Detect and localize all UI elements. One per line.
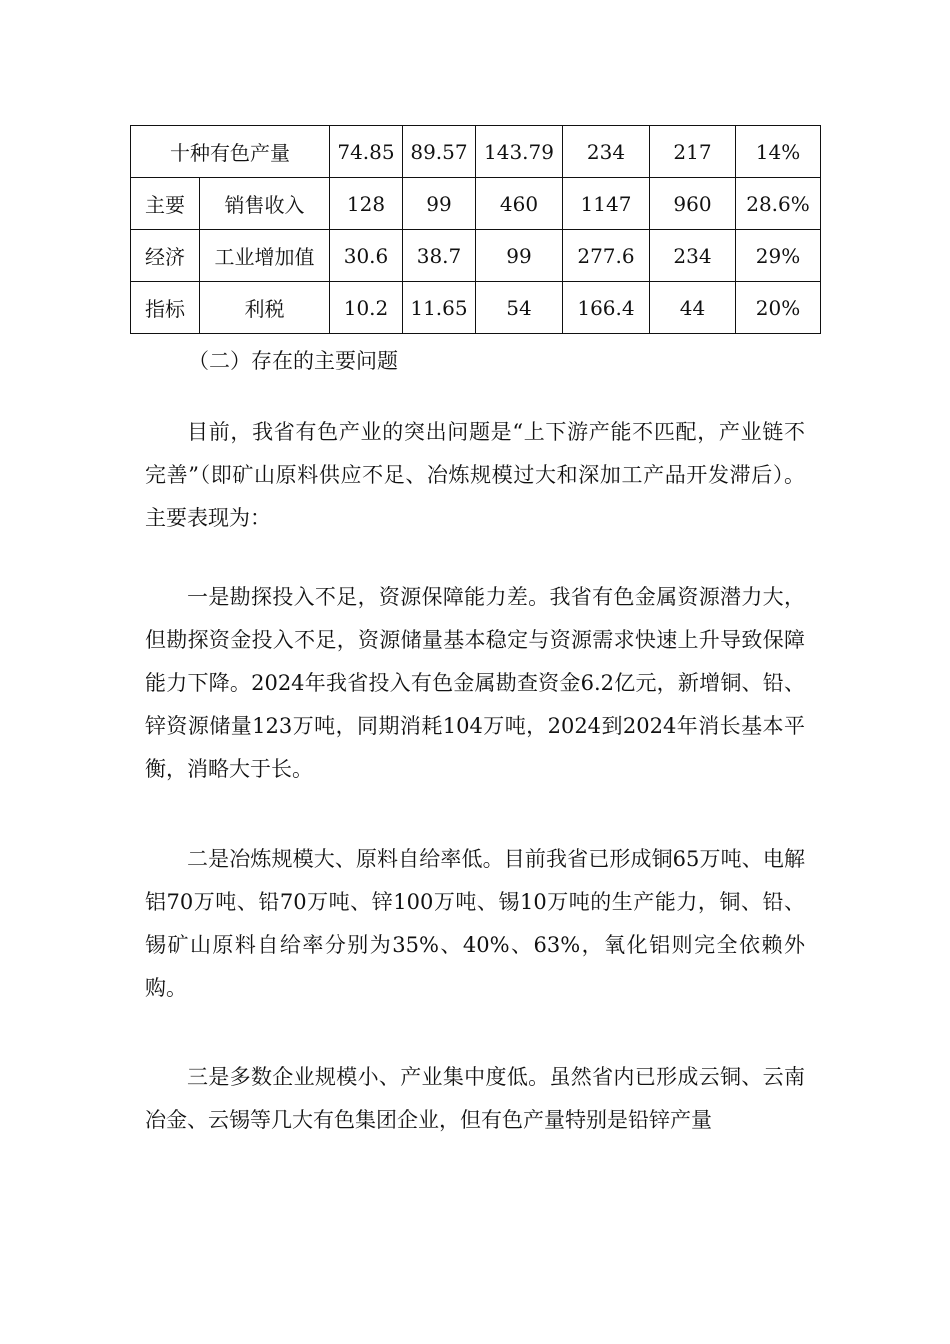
table-cell: 460 — [476, 178, 563, 230]
table-cell: 234 — [563, 126, 650, 178]
row-label: 十种有色产量 — [131, 126, 330, 178]
table-cell: 234 — [650, 230, 736, 282]
paragraph-text: 目前，我省有色产业的突出问题是“上下游产能不匹配，产业链不完善”（即矿山原料供应不足、冶炼规模过大和深加工产品开发滞后）。主要表现为： — [145, 420, 805, 530]
table-cell: 1147 — [563, 178, 650, 230]
table-cell: 38.7 — [403, 230, 476, 282]
table-cell: 89.57 — [403, 126, 476, 178]
table-cell: 74.85 — [330, 126, 403, 178]
paragraph-text: 一是勘探投入不足，资源保障能力差。我省有色金属资源潜力大，但勘探资金投入不足，资源储量基本稳定与资源需求快速上升导致保障能力下降。2024年我省投入有色金属勘查资金6.2亿元，新增铜、铅、锌资源储量123万吨，同期消耗104万吨，2024到2024年消长基本平衡，消略大于长。 — [145, 585, 805, 781]
paragraph-1 — [145, 411, 805, 540]
paragraph-3 — [145, 838, 805, 1010]
table-row — [131, 126, 821, 178]
table-row — [131, 230, 821, 282]
table-cell: 277.6 — [563, 230, 650, 282]
table-cell: 99 — [476, 230, 563, 282]
table-cell: 29% — [736, 230, 821, 282]
economic-indicators-table — [130, 125, 821, 334]
paragraph-text: 三是多数企业规模小、产业集中度低。虽然省内已形成云铜、云南冶金、云锡等几大有色集团企业，但有色产量特别是铅锌产量 — [145, 1065, 805, 1132]
paragraph-4 — [145, 1056, 805, 1142]
table-cell: 10.2 — [330, 282, 403, 334]
group-label-line: 指标 — [131, 282, 200, 334]
table-cell: 166.4 — [563, 282, 650, 334]
paragraph-text: 二是冶炼规模大、原料自给率低。目前我省已形成铜65万吨、电解铝70万吨、铅70万吨、锌100万吨、锡10万吨的生产能力，铜、铅、锡矿山原料自给率分别为35%、40%、63%，氧化铝则完全依赖外购。 — [145, 847, 805, 1000]
table-row — [131, 282, 821, 334]
table-cell: 217 — [650, 126, 736, 178]
table-cell: 11.65 — [403, 282, 476, 334]
table-cell: 44 — [650, 282, 736, 334]
table-cell: 54 — [476, 282, 563, 334]
table-cell: 99 — [403, 178, 476, 230]
table-cell: 128 — [330, 178, 403, 230]
group-label-line: 经济 — [131, 230, 200, 282]
paragraph-2 — [145, 576, 805, 791]
row-label: 销售收入 — [200, 178, 330, 230]
table-row — [131, 178, 821, 230]
row-label: 利税 — [200, 282, 330, 334]
section-heading: （二）存在的主要问题 — [188, 349, 398, 373]
table-cell: 143.79 — [476, 126, 563, 178]
table-cell: 20% — [736, 282, 821, 334]
table-cell: 30.6 — [330, 230, 403, 282]
table-cell: 28.6% — [736, 178, 821, 230]
table-cell: 14% — [736, 126, 821, 178]
table-cell: 960 — [650, 178, 736, 230]
group-label-line: 主要 — [131, 178, 200, 230]
row-label: 工业增加值 — [200, 230, 330, 282]
